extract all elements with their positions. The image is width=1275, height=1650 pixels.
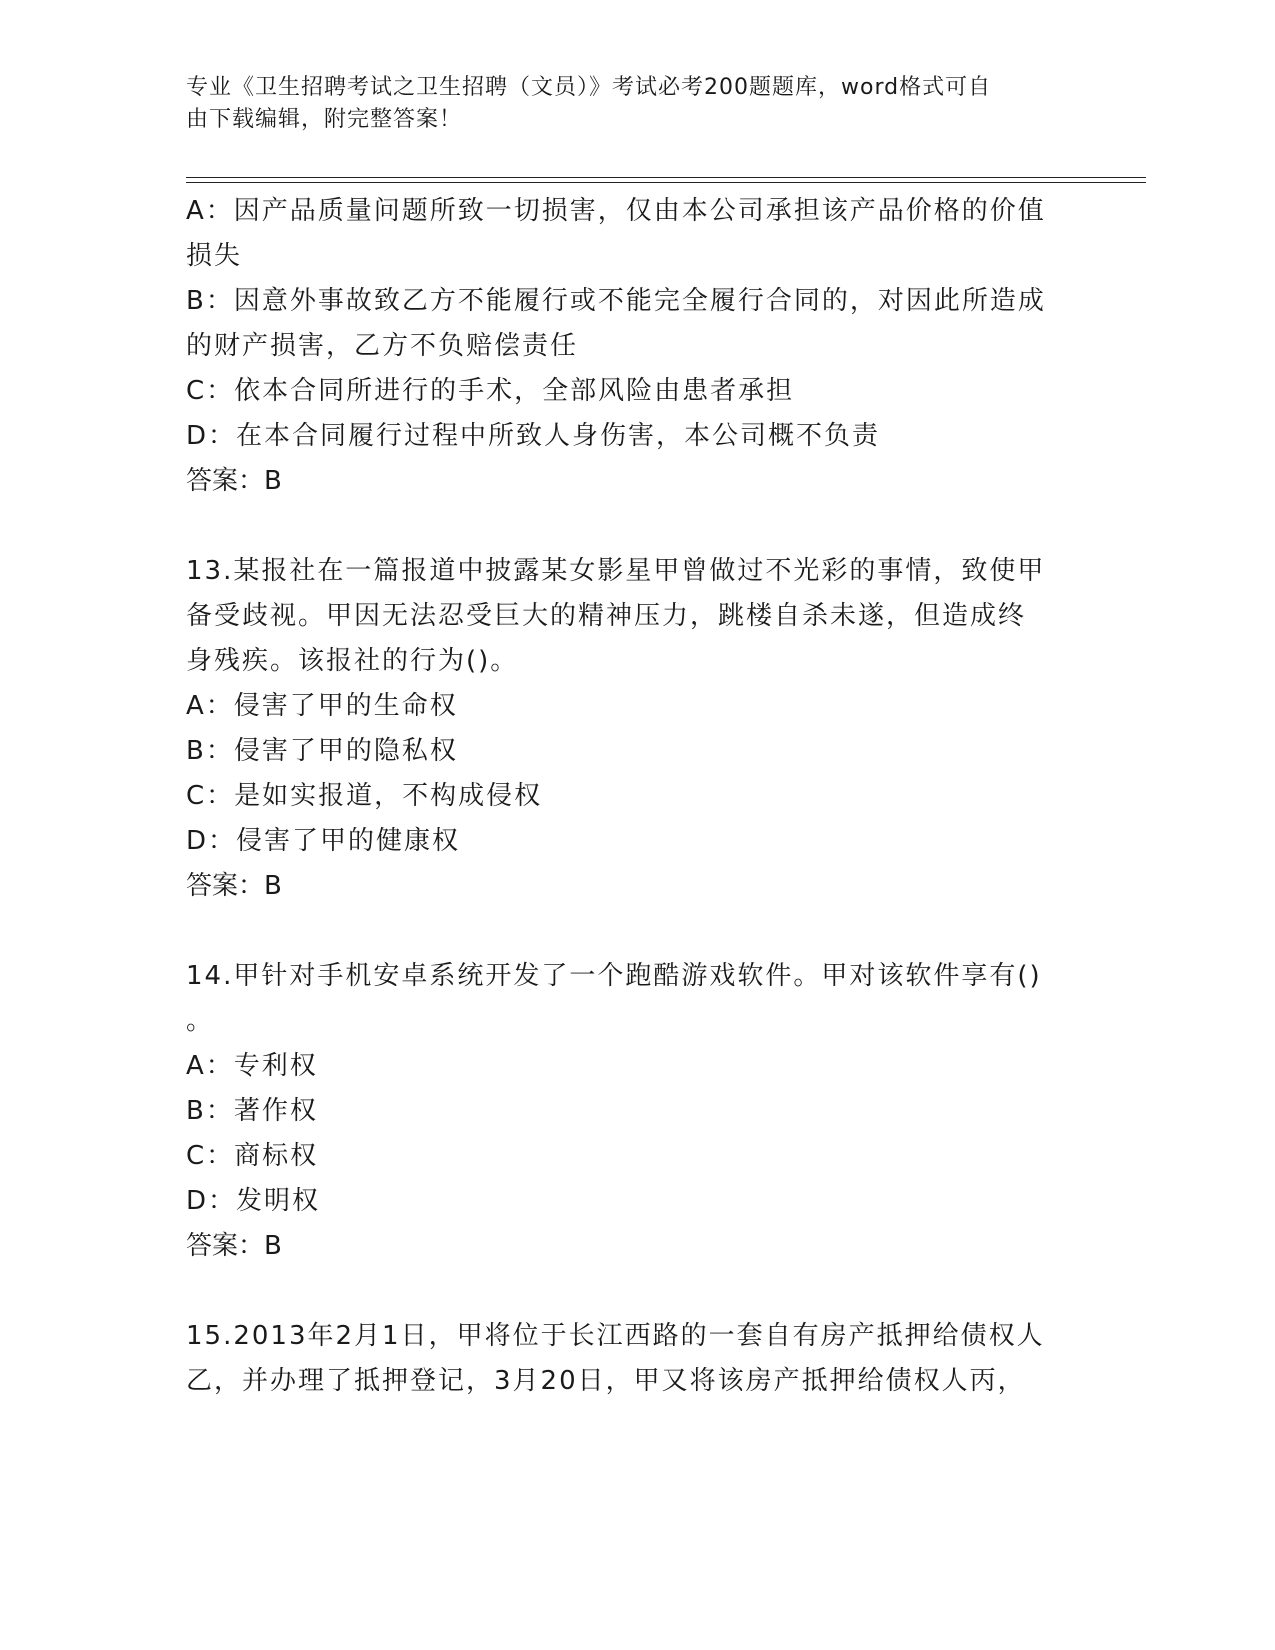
q14-option-c: C：商标权 [186, 1141, 319, 1171]
q12-option-a-line-2: 损失 [186, 241, 243, 271]
q14-stem-line-1: 14.甲针对手机安卓系统开发了一个跑酷游戏软件。甲对该软件享有() [186, 961, 1042, 991]
q13-stem-line-3: 身残疾。该报社的行为()。 [186, 646, 519, 676]
spacer [186, 1269, 1086, 1314]
header-divider-bottom [186, 182, 1146, 183]
q14-stem-line-2: 。 [186, 1006, 215, 1036]
q13-option-a: A：侵害了甲的生命权 [186, 691, 458, 721]
q13-stem-line-2: 备受歧视。甲因无法忍受巨大的精神压力，跳楼自杀未遂，但造成终 [186, 601, 1027, 631]
q13-option-b: B：侵害了甲的隐私权 [186, 736, 458, 766]
header-line-2: 由下载编辑，附完整答案！ [186, 107, 463, 132]
q14-option-b: B：著作权 [186, 1096, 318, 1126]
question-12 [186, 189, 1086, 504]
question-13 [186, 549, 1086, 909]
q14-answer: 答案：B [186, 1231, 282, 1261]
q12-answer: 答案：B [186, 466, 282, 496]
q15-stem-line-2: 乙，并办理了抵押登记，3月20日，甲又将该房产抵押给债权人丙， [186, 1366, 1026, 1396]
header-line-1: 专业《卫生招聘考试之卫生招聘（文员）》考试必考200题题库，word格式可自 [186, 75, 992, 100]
q13-option-d: D：侵害了甲的健康权 [186, 826, 461, 856]
header-divider-top [186, 177, 1146, 178]
q12-option-a-line-1: A：因产品质量问题所致一切损害，仅由本公司承担该产品价格的价值 [186, 196, 1046, 226]
q13-option-c: C：是如实报道，不构成侵权 [186, 781, 543, 811]
document-body [186, 189, 1086, 1404]
spacer [186, 504, 1086, 549]
q14-option-d: D：发明权 [186, 1186, 321, 1216]
q12-option-d: D：在本合同履行过程中所致人身伤害，本公司概不负责 [186, 421, 881, 451]
q14-option-a: A：专利权 [186, 1051, 318, 1081]
document-header [186, 72, 1066, 136]
q13-answer: 答案：B [186, 871, 282, 901]
question-14 [186, 954, 1086, 1269]
q12-option-b-line-2: 的财产损害，乙方不负赔偿责任 [186, 331, 579, 361]
spacer [186, 909, 1086, 954]
q12-option-c: C：依本合同所进行的手术，全部风险由患者承担 [186, 376, 795, 406]
q12-option-b-line-1: B：因意外事故致乙方不能履行或不能完全履行合同的，对因此所造成 [186, 286, 1046, 316]
q15-stem-line-1: 15.2013年2月1日，甲将位于长江西路的一套自有房产抵押给债权人 [186, 1321, 1045, 1351]
q13-stem-line-1: 13.某报社在一篇报道中披露某女影星甲曾做过不光彩的事情，致使甲 [186, 556, 1046, 586]
question-15 [186, 1314, 1086, 1404]
